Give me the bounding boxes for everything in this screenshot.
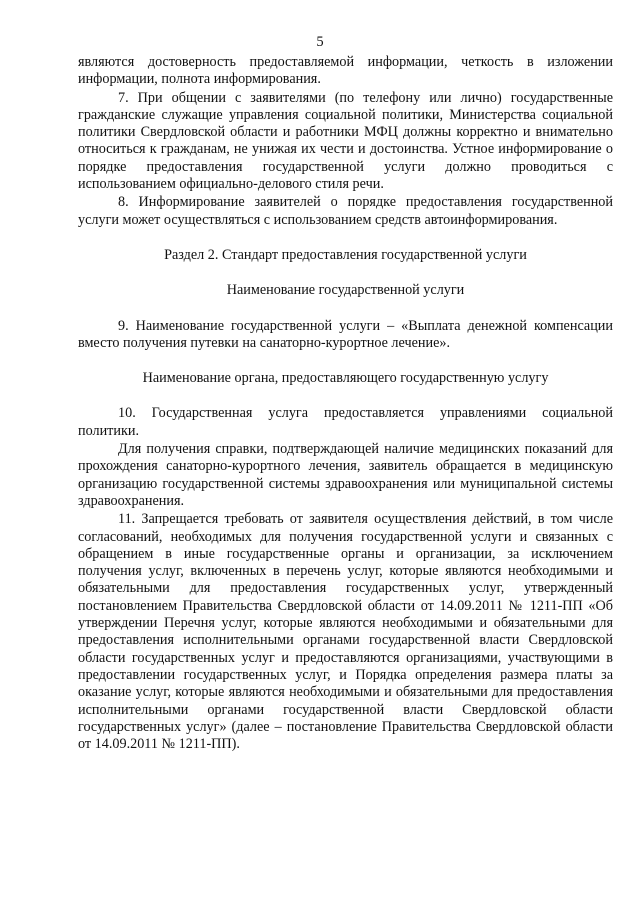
service-name-heading: Наименование государственной услуги xyxy=(226,282,465,299)
paragraph-10-referral: Для получения справки, подтверждающей наличие медицинских показаний для прохождения санаторно-курортного лечения, заявитель обращается в медицинскую организацию государственной системы здравоохранения или муниципальной системы здравоохранения. xyxy=(78,441,613,509)
paragraph-10: 10. Государственная услуга предоставляется управлениями социальной политики. xyxy=(78,405,613,439)
paragraph-continuation: являются достоверность предоставляемой информации, четкость в изложении информации, полнота информирования. xyxy=(78,54,613,88)
paragraph-8: 8. Информирование заявителей о порядке предоставления государственной услуги может осуществляться с использованием средств автоинформирования. xyxy=(78,194,613,228)
paragraph-9: 9. Наименование государственной услуги – «Выплата денежной компенсации вместо получения путевки на санаторно-курортное лечение». xyxy=(78,317,613,351)
paragraph-11: 11. Запрещается требовать от заявителя осуществления действий, в том числе согласований, необходимых для получения государственной услуги и связанных с обращением в иные государственные органы и организации, за исключением получения услуг, включенных в перечень услуг, которые являются необходимыми и обязательными для предоставления государственных услуг, утвержденный постановлением Правительства Свердловской области от 14.09.2011 № 1211-ПП «Об утверждении Перечня услуг, которые являются необходимыми и обязательными для предоставления исполнительными органами государственной власти Свердловской области государственных услуг и предоставляются организациями, участвующими в предоставлении государственных услуг, и Порядка определения размера платы за оказание услуг, которые являются необходимыми и обязательными для предоставления исполнительными органами государственной власти Свердловской области государственных услуг» (далее – постановление Правительства Свердловской области от 14.09.2011 № 1211-ПП). xyxy=(78,511,613,753)
paragraph-7: 7. При общении с заявителями (по телефону или лично) государственные гражданские служащие управления социальной политики, Министерства социальной политики Свердловской области и работники МФЦ должны корректно и внимательно относиться к гражданам, не унижая их чести и достоинства. Устное информирование о порядке предоставления государственной услуги должно проводиться с использованием официально-делового стиля речи. xyxy=(78,89,613,193)
document-body xyxy=(78,54,613,753)
page-number: 5 xyxy=(316,34,324,50)
organ-name-heading: Наименование органа, предоставляющего государственную услугу xyxy=(142,370,549,387)
section-2-heading: Раздел 2. Стандарт предоставления государственной услуги xyxy=(164,246,527,263)
